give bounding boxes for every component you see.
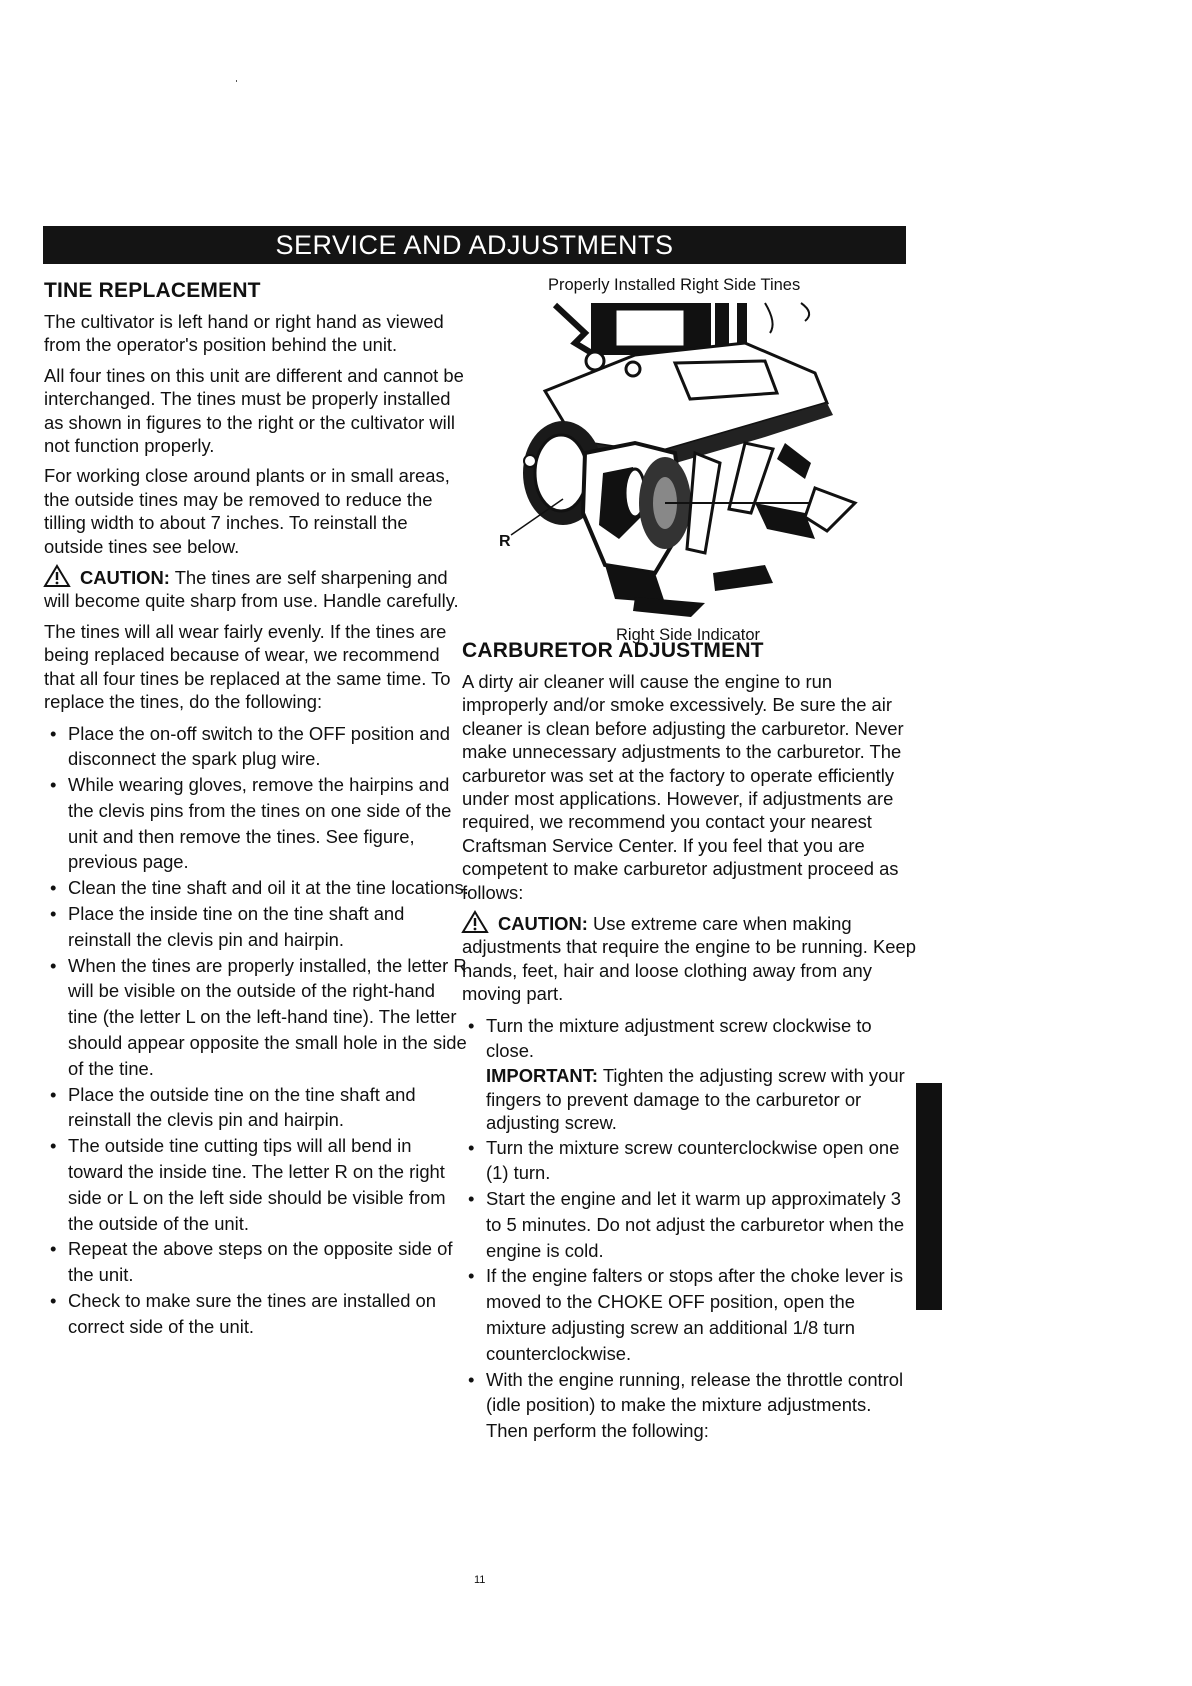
- carburetor-section: [462, 639, 917, 1444]
- list-item: • Place the inside tine on the tine shaft and reinstall the clevis pin and hairpin.: [50, 903, 405, 950]
- caution-text: Use extreme care when making adjustments that require the engine to be running. Keep hands, feet, hair and loose clothing away from any moving part.: [462, 913, 916, 1005]
- bullet-icon: •: [50, 1135, 57, 1157]
- bullet-icon: •: [50, 774, 57, 796]
- figure-caption-top: Properly Installed Right Side Tines: [548, 276, 801, 294]
- scan-speck: [236, 80, 237, 82]
- bullet-icon: •: [50, 1290, 57, 1312]
- important-label: IMPORTANT:: [486, 1065, 599, 1087]
- tine-replacement-heading: TINE REPLACEMENT: [44, 279, 261, 302]
- caution-label: CAUTION:: [80, 567, 170, 589]
- tine-replacement-section: [44, 279, 469, 1340]
- figure-caption-bottom: Right Side Indicator: [616, 626, 760, 644]
- bullet-icon: •: [50, 903, 57, 925]
- list-item: • Clean the tine shaft and oil it at the tine locations.: [44, 875, 469, 901]
- caution-label: CAUTION:: [498, 913, 588, 935]
- bullet-icon: •: [50, 1238, 57, 1260]
- section-thumb-tab: [916, 1083, 942, 1310]
- bullet-icon: •: [50, 1083, 57, 1105]
- warning-triangle-icon: [462, 911, 488, 933]
- list-item: • Place the outside tine on the tine shaft and reinstall the clevis pin and hairpin.: [50, 1083, 416, 1131]
- bullet-icon: •: [468, 1368, 475, 1390]
- list-item: • Repeat the above steps on the opposite side of the unit.: [50, 1238, 453, 1286]
- bullet-icon: •: [50, 954, 57, 976]
- tine-steps-list: [44, 721, 469, 1340]
- tine-paragraph-3: For working close around plants or in small areas, the outside tines may be removed to reduce the tilling width to about 7 inches. To reinstall the outside tines see below.: [44, 465, 450, 557]
- tine-illustration: [499, 303, 895, 619]
- list-item: • The outside tine cutting tips will all bend in toward the inside tine. The letter R on the right side or L on the left side should be visible from the outside of the unit.: [50, 1135, 446, 1234]
- bullet-icon: •: [468, 1188, 475, 1210]
- warning-triangle-icon: [44, 565, 70, 587]
- carburetor-heading: CARBURETOR ADJUSTMENT: [462, 639, 764, 662]
- list-item: • Place the on-off switch to the OFF position and disconnect the spark plug wire.: [50, 722, 450, 770]
- carburetor-steps-list: [462, 1013, 917, 1065]
- bullet-icon: •: [50, 722, 57, 744]
- list-item: • Check to make sure the tines are installed on correct side of the unit.: [50, 1290, 437, 1337]
- right-side-letter: R: [499, 533, 511, 550]
- bullet-icon: •: [468, 1136, 475, 1158]
- list-item: • When the tines are properly installed, the letter R will be visible on the outside of the right-hand tine (the letter L on the left-hand tine). The letter should appear opposite the small hole in the side of the tine.: [50, 954, 467, 1079]
- important-text: Tighten the adjusting screw with your fingers to prevent damage to the carburetor or adjusting screw.: [486, 1065, 905, 1134]
- section-banner: SERVICE AND ADJUSTMENTS: [43, 226, 906, 264]
- list-item: • Turn the mixture adjustment screw clockwise to close.: [468, 1014, 872, 1062]
- tine-caution: [44, 565, 469, 613]
- list-item: • With the engine running, release the throttle control (idle position) to make the mixture adjustments. Then perform the following:: [468, 1368, 904, 1442]
- list-item: • If the engine falters or stops after the choke lever is moved to the CHOKE OFF position, open the mixture adjusting screw an additional 1/8 turn counterclockwise.: [468, 1265, 904, 1364]
- list-item: • While wearing gloves, remove the hairpins and the clevis pins from the tines on one side of the unit and then remove the tines. See figure, previous page.: [50, 774, 452, 873]
- list-item: • Turn the mixture screw counterclockwise open one (1) turn.: [468, 1136, 900, 1184]
- tine-paragraph-1: The cultivator is left hand or right hand as viewed from the operator's position behind the unit.: [44, 311, 444, 356]
- carburetor-caution: [462, 911, 917, 1006]
- tine-paragraph-2: All four tines on this unit are different and cannot be interchanged. The tines must be properly installed as shown in figures to the right or the cultivator will not function properly.: [44, 364, 464, 457]
- tine-paragraph-4: The tines will all wear fairly evenly. If the tines are being replaced because of wear, we recommend that all four tines be replaced at the same time. To replace the tines, do the following:: [44, 620, 451, 713]
- carburetor-steps-list-continued: [462, 1135, 917, 1445]
- carburetor-intro: A dirty air cleaner will cause the engine to run improperly and/or smoke excessively. Be sure the air cleaner is clean before adjusting the carburetor. Never make unnecessary adjustments to the carburetor. The carburetor was set at the factory to operate efficiently under most applications. However, if adjustments are required, we recommend you contact your nearest Craftsman Service Center. If you feel that you are competent to make carburetor adjustment proceed as follows:: [462, 671, 904, 903]
- page-number: 11: [474, 1574, 486, 1586]
- bullet-icon: •: [468, 1265, 475, 1287]
- bullet-icon: •: [50, 877, 57, 899]
- caution-text: The tines are self sharpening and will become quite sharp from use. Handle carefully.: [44, 567, 459, 612]
- list-item: • Start the engine and let it warm up approximately 3 to 5 minutes. Do not adjust the carburetor when the engine is cold.: [468, 1188, 905, 1261]
- important-note: [486, 1064, 917, 1134]
- bullet-icon: •: [468, 1014, 475, 1036]
